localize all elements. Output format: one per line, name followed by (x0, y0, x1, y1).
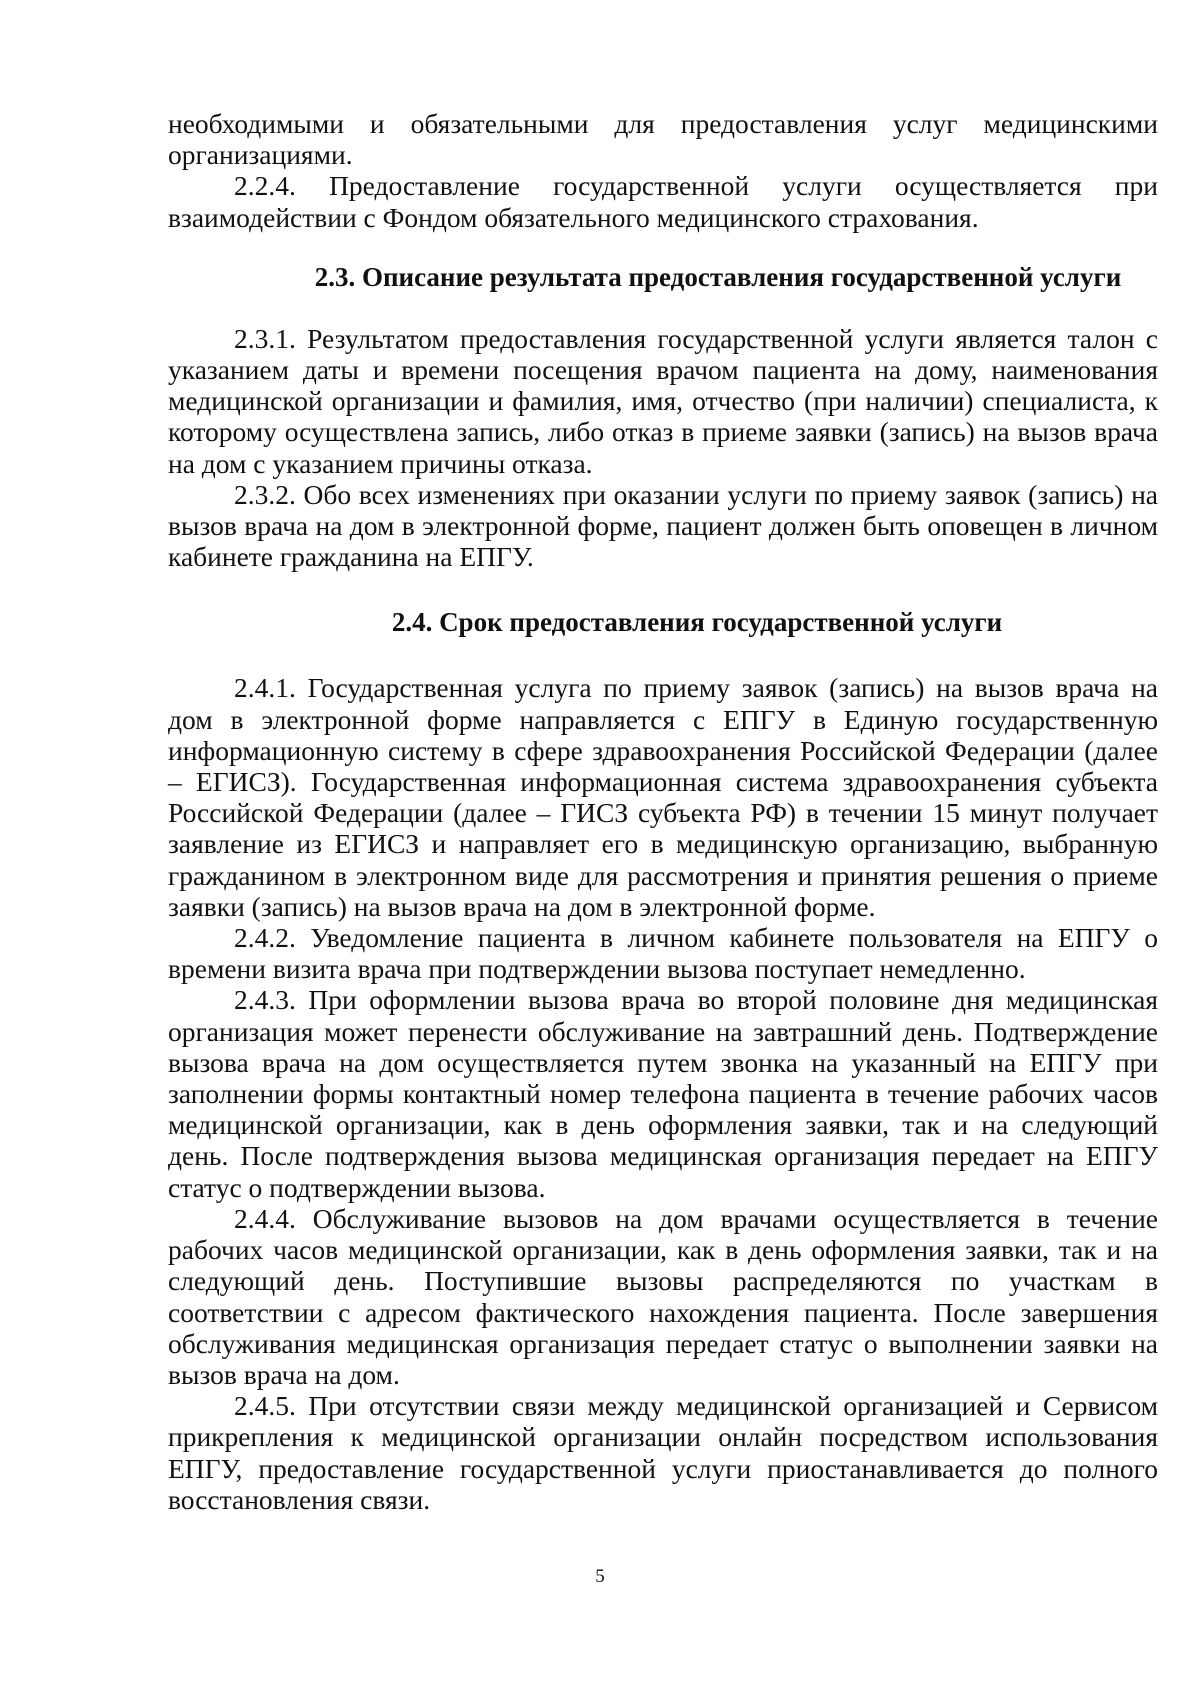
paragraph-continued: необходимыми и обязательными для предоставления услуг медицинскими организациями. (168, 108, 1158, 171)
page-number: 5 (595, 1566, 605, 1587)
paragraph-2-4-5: 2.4.5. При отсутствии связи между медицинской организацией и Сервисом прикрепления к медицинской организации онлайн посредством использования ЕПГУ, предоставление государственной услуги приостанавливается до полного восстановления связи. (168, 1390, 1158, 1515)
paragraph-2-3-1: 2.3.1. Результатом предоставления государственной услуги является талон с указанием даты и времени посещения врачом пациента на дому, наименования медицинской организации и фамилия, имя, отчество (при наличии) специалиста, к которому осуществлена запись, либо отказ в приеме заявки (запись) на вызов врача на дом с указанием причины отказа. (168, 322, 1158, 479)
section-heading-2-4: 2.4. Срок предоставления государственной услуги (391, 607, 1003, 638)
document-page (168, 108, 1158, 1515)
paragraph-2-4-2: 2.4.2. Уведомление пациента в личном кабинете пользователя на ЕПГУ о времени визита врача при подтверждении вызова поступает немедленно. (168, 922, 1158, 985)
paragraph-2-4-4: 2.4.4. Обслуживание вызовов на дом врачами осуществляется в течение рабочих часов медицинской организации, как в день оформления заявки, так и на следующий день. Поступившие вызовы распределяются по участкам в соответствии с адресом фактического нахождения пациента. После завершения обслуживания медицинская организация передает статус о выполнении заявки на вызов врача на дом. (168, 1202, 1158, 1390)
paragraph-2-2-4: 2.2.4. Предоставление государственной услуги осуществляется при взаимодействии с Фондом обязательного медицинского страхования. (168, 170, 1158, 233)
paragraph-2-4-1: 2.4.1. Государственная услуга по приему заявок (запись) на вызов врача на дом в электронной форме направляется с ЕПГУ в Единую государственную информационную систему в сфере здравоохранения Российской Федерации (далее – ЕГИСЗ). Государственная информационная система здравоохранения субъекта Российской Федерации (далее – ГИСЗ субъекта РФ) в течении 15 минут получает заявление из ЕГИСЗ и направляет его в медицинскую организацию, выбранную гражданином в электронном виде для рассмотрения и принятия решения о приеме заявки (запись) на вызов врача на дом в электронной форме. (168, 672, 1158, 922)
paragraph-2-3-2: 2.3.2. Обо всех изменениях при оказании услуги по приему заявок (запись) на вызов врача на дом в электронной форме, пациент должен быть оповещен в личном кабинете гражданина на ЕПГУ. (168, 478, 1158, 573)
paragraph-2-4-3: 2.4.3. При оформлении вызова врача во второй половине дня медицинская организация может перенести обслуживание на завтрашний день. Подтверждение вызова врача на дом осуществляется путем звонка на указанный на ЕПГУ при заполнении формы контактный номер телефона пациента в течение рабочих часов медицинской организации, как в день оформления заявки, так и на следующий день. После подтверждения вызова медицинская организация передает на ЕПГУ статус о подтверждении вызова. (168, 984, 1158, 1203)
section-heading-2-3: 2.3. Описание результата предоставления государственной услуги (314, 261, 1122, 292)
